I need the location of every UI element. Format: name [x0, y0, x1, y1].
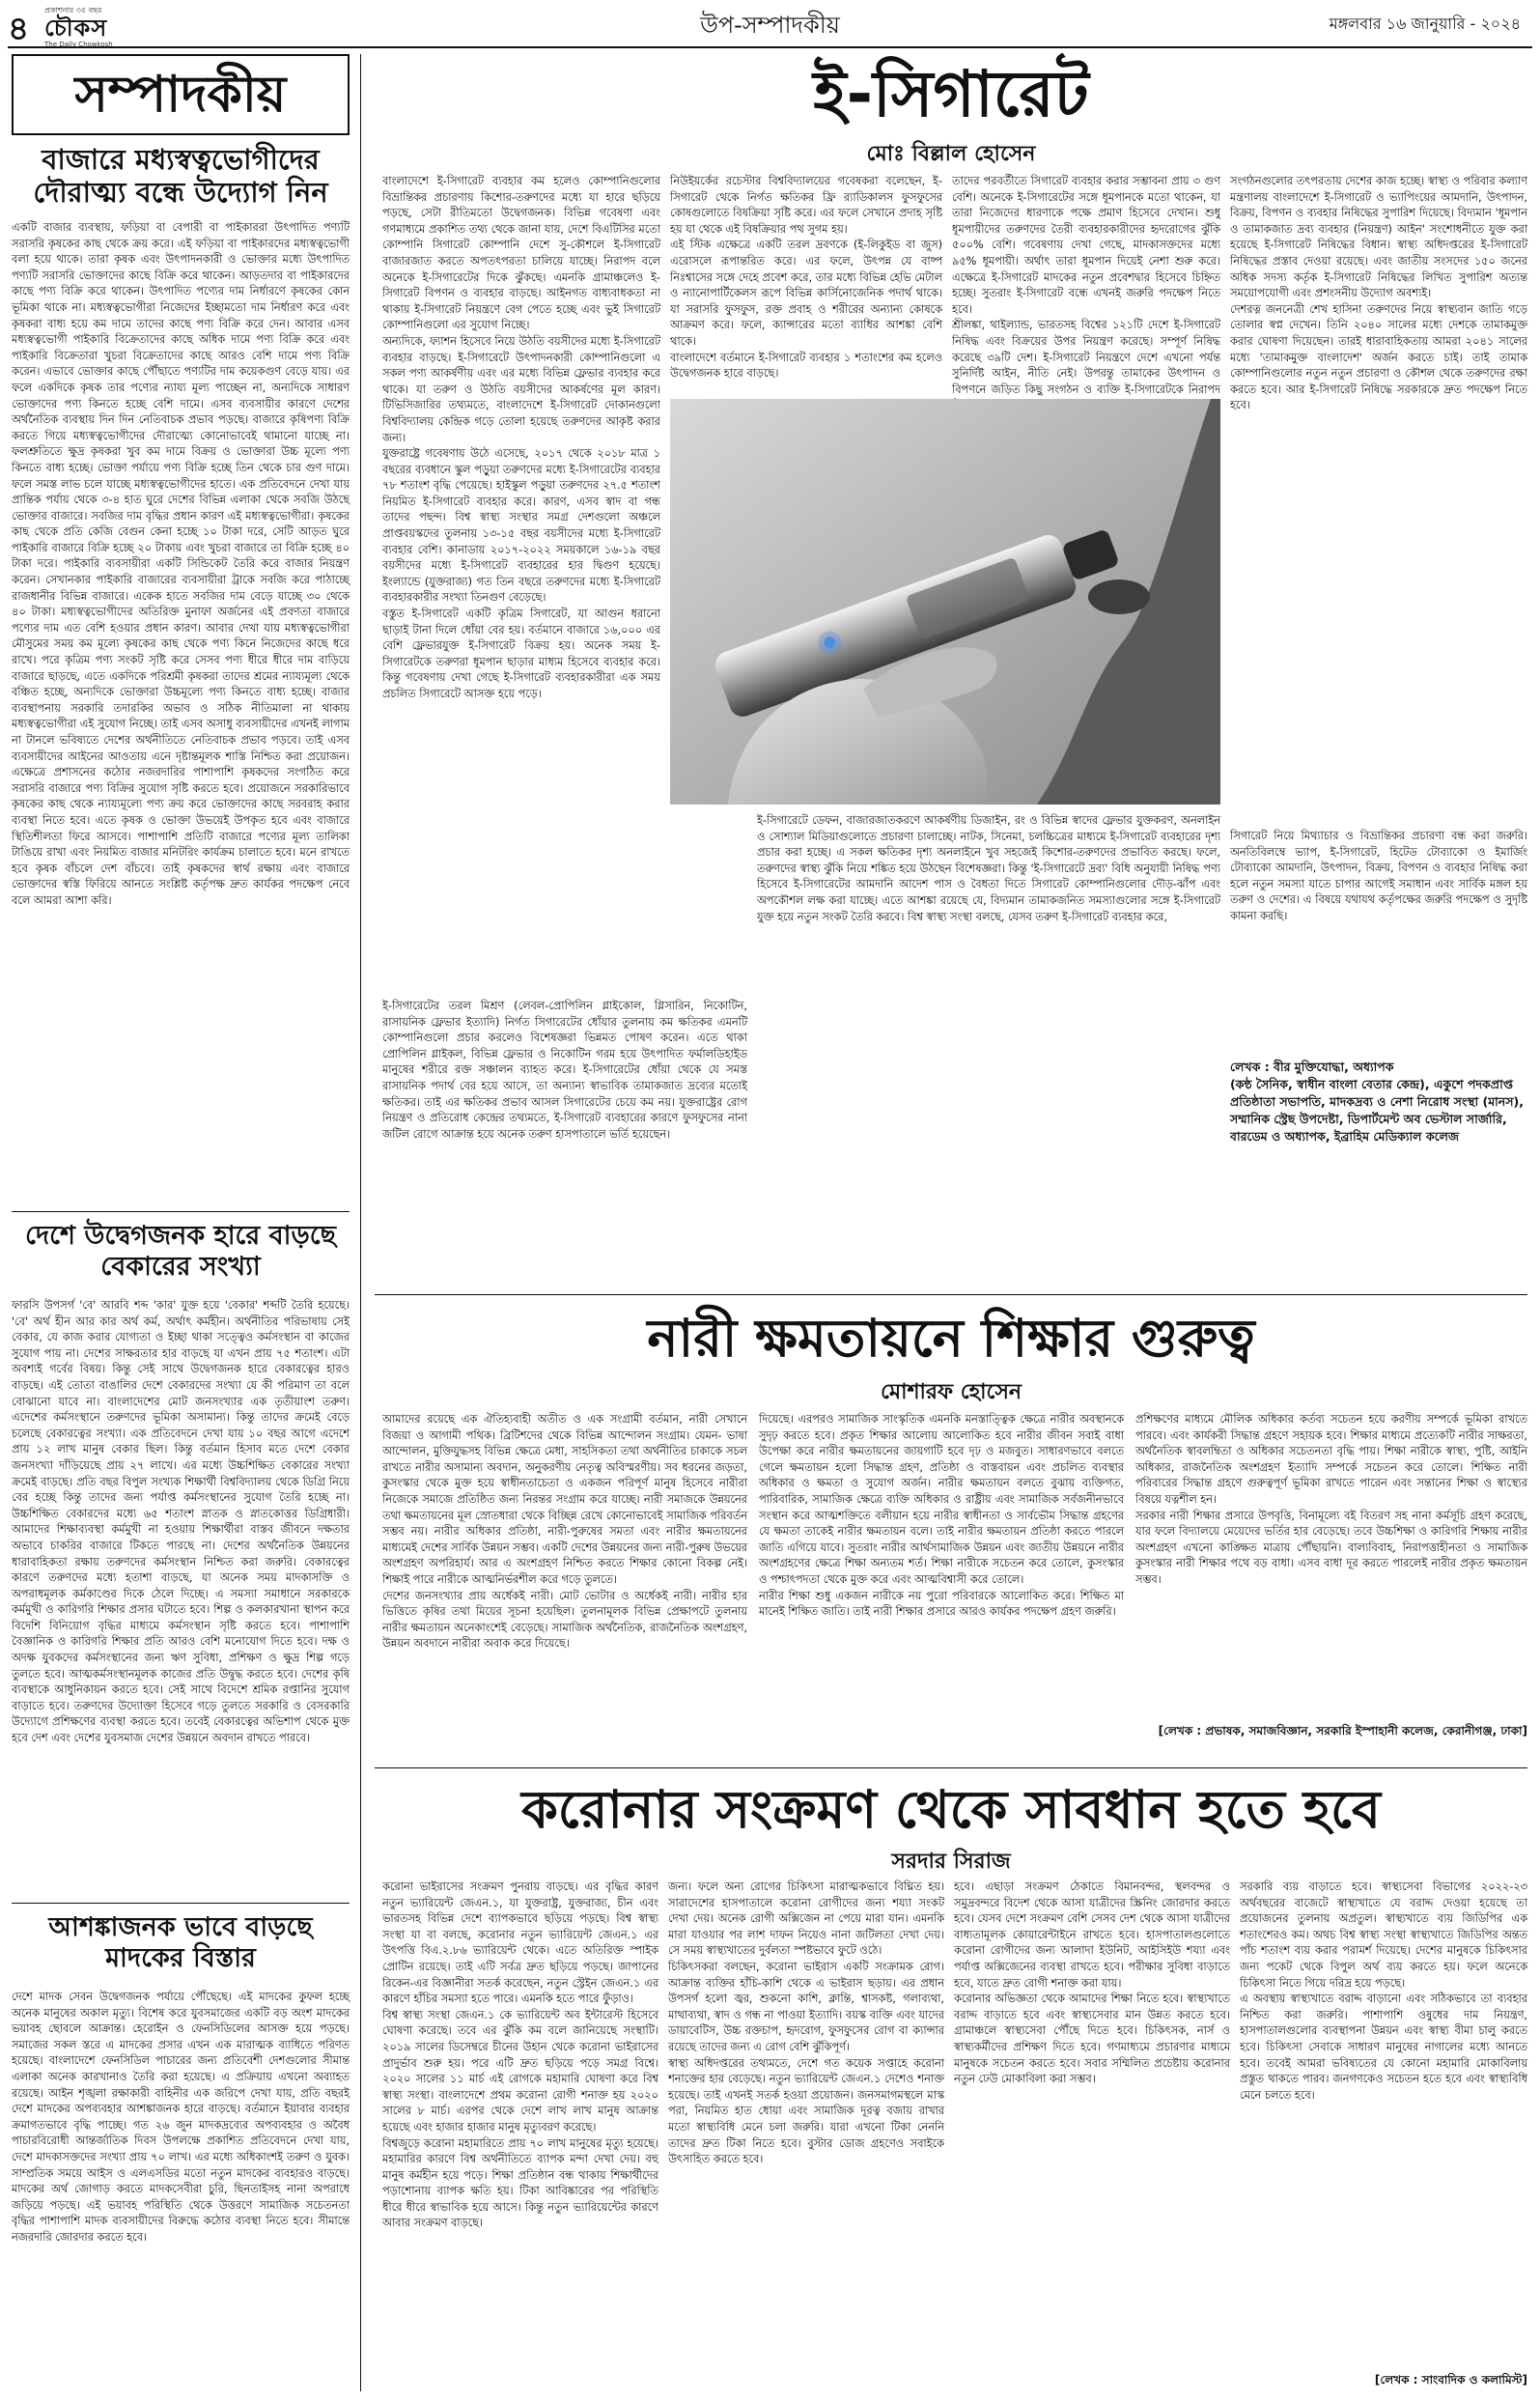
- page-number: ৪: [8, 10, 30, 48]
- article-women-credit: [লেখক : প্রভাষক, সমাজবিজ্ঞান, সরকারি ইস্পাহানী কলেজ, কেরানীগঞ্জ, ঢাকা]: [1158, 1724, 1527, 1738]
- divider: [12, 1903, 350, 1904]
- article-women-col-2: দিয়েছে। এরপরও সামাজিক সাংস্কৃতিক এমনকি মনস্তাত্ত্বিক ক্ষেত্রে নারীর অবস্থানকে সুদৃঢ় করতে হবে। প্রকৃত শিক্ষার আলোয় আলোকিত হবে নারীর জীবন সবাই বাধা উপেক্ষা করে নারীর ক্ষমতায়নের জায়গাটি হবে দৃঢ় ও মজবুত। সাধারণভাবে বলতে গেলে ক্ষমতায়ন হলো সিদ্ধান্ত গ্রহণ, প্রতিষ্ঠা ও বাস্তবায়ন এবং প্রচলিত ব্যবস্থার অধিকার ও ক্ষমতা ও সুযোগ অর্জন। নারীর ক্ষমতায়ন বলতে বুঝায় ব্যক্তিগত, পারিবারিক, সামাজিক ক্ষেত্রে ব্যক্তি অধিকার ও রাষ্ট্রীয় এবং সামাজিক সর্বজনীনভাবে সংস্থান করে আত্মশক্তিতে বলীয়ান হয়ে নারীর স্বাধীনতা ও সার্বভৌম সিদ্ধান্ত গ্রহণের যে ক্ষমতা তাকেই নারীর ক্ষমতায়ন বলে। তাই নারীর ক্ষমতায়ন প্রতিষ্ঠা করতে পারলে জাতি এগিয়ে যাবে। সুতরাং নারীর আর্থসামাজিক উন্নয়ন এবং জাতীয় উন্নয়নে নারীর অংশগ্রহণের ক্ষেত্রে শিক্ষা অন্যতম শর্ত। শিক্ষা নারীকে সচেতন করে তোলে, কুসংস্কার ও পশ্চাৎপদতা থেকে মুক্ত করে এবং আত্মবিশ্বাসী করে তোলে। নারীর শিক্ষা শুধু একজন নারীকে নয় পুরো পরিবারকে আলোকিত করে। শিক্ষিত মা মানেই শিক্ষিত জাতি। তাই নারী শিক্ষার প্রসারে আরও কার্যকর পদক্ষেপ গ্রহণ জরুরি।: [759, 1413, 1124, 1619]
- article-ecig-bottom-3: সিগারেট নিয়ে মিথ্যাচার ও বিভ্রান্তিকর প্রচারণা বন্ধ করা জরুরি। অনতিবিলম্বে ভ্যাপ, ই-সিগারেট, হিটেড টোব্যাকো ও ইমার্জিং টোব্যাকো আমদানি, উৎপাদন, বিক্রয়, বিপণন ও ব্যবহার নিষিদ্ধ করা হলে নতুন সমস্যা যাতে চাপার আগেই সমাধান এবং সার্বিক মঙ্গল হয় তরুণ ও দেশের। এ বিষয়ে যথাযথ কর্তৃপক্ষের জরুরি পদক্ষেপ ও সুদৃষ্টি কামনা করছি।: [1230, 830, 1527, 922]
- editorial-3-headline: আশঙ্কাজনক ভাবে বাড়ছে মাদকের বিস্তার: [48, 1912, 313, 1973]
- article-corona-col-4: সরকারি ব্যয় বাড়াতে হবে। স্বাস্থ্যসেবা বিভাগের ২০২২-২৩ অর্থবছরের বাজেটে স্বাস্থ্যখাতে যে বরাদ্দ দেওয়া হয়েছে তা প্রয়োজনের তুলনায় অপ্রতুল। স্বাস্থ্যখাতে ব্যয় জিডিপির এক শতাংশেরও কম। অথচ বিশ্ব স্বাস্থ্য সংস্থা স্বাস্থ্যখাতে জিডিপির অন্তত পাঁচ শতাংশ ব্যয় করার পরামর্শ দিয়েছে। দেশের মানুষকে চিকিৎসার জন্য পকেট থেকে বিপুল অর্থ ব্যয় করতে হয়। ফলে অনেকে চিকিৎসা নিতে গিয়ে দরিদ্র হয়ে পড়ছে। এ অবস্থায় স্বাস্থ্যখাতে বরাদ্দ বাড়ানো এবং সঠিকভাবে তা ব্যবহার নিশ্চিত করা জরুরি। পাশাপাশি ওষুধের দাম নিয়ন্ত্রণ, হাসপাতালগুলোর ব্যবস্থাপনা উন্নয়ন এবং স্বাস্থ্য বীমা চালু করতে হবে। চিকিৎসা সেবাকে সাধারণ মানুষের নাগালের মধ্যে আনতে হবে। তবেই আমরা ভবিষ্যতের যে কোনো মহামারি মোকাবিলায় প্রস্তুত থাকতে পারব। জনগণকেও সচেতন হতে হবে এবং স্বাস্থ্যবিধি মেনে চলতে হবে।: [1240, 1880, 1527, 2102]
- editorial-2-body: ফারসি উপসর্গ 'বে' আরবি শব্দ 'কার' যুক্ত হয়ে 'বেকার' শব্দটি তৈরি হয়েছে। 'বে' অর্থ হীন আর কার অর্থ কর্ম, অর্থাৎ কর্মহীন। অর্থনীতির পরিভাষায় সেই বেকার, যে কাজ করার যোগ্যতা ও ইচ্ছা থাকা সত্ত্বেও কর্মসংস্থান বা কাজের সুযোগ পায় না। দেশের সাক্ষরতার হার বাড়ছে যা এখন প্রায় ৭৫ শতাংশ। এটা অবশ্যই গর্বের বিষয়। কিন্তু সেই সাথে উদ্বেগজনক হারে বেকারত্বের হারও বাড়ছে। এই তোতা বাঙালির দেশে বেকারদের সংখ্যা যে কী পরিমাণ তা বলে বোঝানো যাবে না। বাংলাদেশের মোট জনসংখ্যার এক তৃতীয়াংশ তরুণ। এদেশের কর্মসংস্থানে তরুণদের ভূমিকা অসামান্য। কিন্তু তাদের ক্রমেই বেড়ে চলেছে বেকারত্বের সংখ্যা। এক প্রতিবেদনে দেখা যায় ১০ বছর আগে এদেশে প্রায় ১২ লাখ মানুষ বেকার ছিল। কিন্তু বর্তমান হিসাব মতে দেশে বেকার জনসংখ্যা দাঁড়িয়েছে প্রায় ২৭ লাখে। এর মধ্যে উচ্চশিক্ষিত বেকারের সংখ্যা ক্রমেই বাড়ছে। প্রতি বছর বিপুল সংখ্যক শিক্ষার্থী বিশ্ববিদ্যালয় থেকে ডিগ্রি নিয়ে বের হচ্ছে কিন্তু তাদের জন্য পর্যাপ্ত কর্মসংস্থানের সুযোগ তৈরি হচ্ছে না। উচ্চশিক্ষিত বেকারদের মধ্যে ৬৫ শতাংশ স্নাতক ও স্নাতকোত্তর ডিগ্রিধারী। আমাদের শিক্ষাব্যবস্থা কর্মমুখী না হওয়ায় শিক্ষার্থীরা বাস্তব জীবনে দক্ষতার অভাবে চাকরির বাজারে টিকতে পারছে না। দেশের অর্থনৈতিক উন্নয়নের ধারাবাহিকতা রক্ষায় তরুণদের কর্মসংস্থান নিশ্চিত করা জরুরি। বেকারত্বের কারণে তরুণদের মধ্যে হতাশা বাড়ছে, যা অনেক সময় মাদকাসক্তি ও অপরাধমূলক কর্মকাণ্ডের দিকে ঠেলে দিচ্ছে। এ সমস্যা সমাধানে সরকারকে কর্মমুখী ও কারিগরি শিক্ষার প্রসার ঘটাতে হবে। শিল্প ও কলকারখানা স্থাপন করে বিদেশি বিনিয়োগ বৃদ্ধির মাধ্যমে কর্মসংস্থান সৃষ্টি করতে হবে। পাশাপাশি বৈজ্ঞানিক ও কারিগরি শিক্ষার প্রতি আরও বেশি মনোযোগ দিতে হবে। দক্ষ ও অদক্ষ যুবকদের কর্মসংস্থানের জন্য ঋণ সুবিধা, প্রশিক্ষণ ও ক্ষুদ্র শিল্প গড়ে তুলতে হবে। আত্মকর্মসংস্থানমূলক কাজের প্রতি উদ্বুদ্ধ করতে হবে। দেশের কৃষি ব্যবস্থাকে আধুনিকায়ন করতে হবে। সেই সাথে বিদেশে শ্রমিক রপ্তানির সুযোগ বাড়াতে হবে। তরুণদের উদ্যোক্তা হিসেবে গড়ে তুলতে সরকারি ও বেসরকারি উদ্যোগে প্রশিক্ষণের ব্যবস্থা করতে হবে। তবেই বেকারত্বের অভিশাপ থেকে মুক্ত হবে দেশ এবং দেশের যুবসমাজ দেশের উন্নয়নে অবদান রাখতে পারবে।: [12, 1299, 350, 1745]
- editorial-1-body: একটি বাজার ব্যবস্থায়, ফড়িয়া বা বেপারী বা পাইকাররা উৎপাদিত পণ্যটি সরাসরি কৃষকের কাছ থেকে ক্রয় করে। এই ফড়িয়া বা পাইকারদের মধ্যস্বত্বভোগী বলা হয়ে থাকে। তারা কৃষক এবং উৎপাদনকারী ও ভোক্তার মধ্যে উৎপাদিত পণ্যটি সরাসরি ভোক্তাদের কাছে বিক্রি করে থাকেন। আড়তদার বা পাইকারদের কাছে পণ্য বিক্রি করে থাকেন। উৎপাদিত পণ্যের দাম নির্ধারণে কৃষকের কোন ভূমিকা থাকে না। মধ্যস্বত্বভোগীরা নিজেদের ইচ্ছামতো দাম নির্ধারণ করে এবং কৃষকরা বাধ্য হয়ে কম দামে তাদের কাছে পণ্য বিক্রি করে দেন। আবার এসব মধ্যস্বত্বভোগী পাইকারি বিক্রেতাদের কাছে অধিক দামে পণ্য বিক্রি করে এবং পাইকারি বিক্রেতারা খুচরা বিক্রেতাদের কাছে আরও বেশি দামে পণ্য বিক্রি করেন। এভাবে ভোক্তার কাছে পৌঁছাতে পণ্যটির দাম কয়েকগুণ বেড়ে যায়। এর ফলে একদিকে কৃষক তার পণ্যের ন্যায্য মূল্য পাচ্ছেন না, অন্যদিকে সাধারণ ভোক্তাদের পণ্য কিনতে হচ্ছে বেশি দামে। এসব ব্যবসায়ীর কারণে দেশের অর্থনৈতিক ব্যবস্থায় দিন দিন নেতিবাচক প্রভাব পড়ছে। বাজারে কৃষিপণ্য বিক্রি করতে গিয়ে মধ্যস্বত্বভোগীদের দৌরাত্ম্যে কোনোভাবেই থামানো যাচ্ছে না। ফলশ্রুতিতে ক্ষুদ্র কৃষকরা খুব কম দামে বিক্রয় ও ভোক্তারা উচ্চ মূল্যে পণ্য কিনতে বাধ্য হচ্ছে। ভোক্তা পর্যায়ে পণ্য বিক্রি হচ্ছে তিন থেকে চার গুণ দামে। ফলে সমস্ত লাভ চলে যাচ্ছে মধ্যস্বত্বভোগীদের হাতে। এক প্রতিবেদনে দেখা যায় প্রান্তিক পর্যায় থেকে ৩-৪ হাত ঘুরে দেশের বিভিন্ন এলাকা থেকে সবজি উঠছে ভোক্তার বাজারে। সবজির দাম বৃদ্ধির প্রধান কারণ এই মধ্যস্বত্বভোগীরা। কৃষকের কাছ থেকে প্রতি কেজি বেগুন কেনা হচ্ছে ১০ টাকা দরে, সেটি আড়ত ঘুরে পাইকারি বাজারে বিক্রি হচ্ছে ২০ টাকায় এবং খুচরা বাজারে তা বিক্রি হচ্ছে ৪০ টাকা দরে। পাইকারি ব্যবসায়ীরা একটি সিন্ডিকেট তৈরি করে বাজার নিয়ন্ত্রণ করেন। সেখানকার পাইকারি বাজারের ব্যবসায়ীরা ট্রাকে সবজি করে পাঠাচ্ছে রাজধানীর বিভিন্ন বাজারে। একেক হাতে সবজির দাম বেড়ে যাচ্ছে ৩০ থেকে ৪০ টাকা। মধ্যস্বত্বভোগীদের অতিরিক্ত মুনাফা অর্জনের এই প্রবণতা বাজারে পণ্যের দাম এত বেশি হওয়ার প্রধান কারণ। আবার দেখা যায় মধ্যস্বত্বভোগীরা মৌসুমের সময় কম মূল্যে কৃষকের কাছ থেকে পণ্য কিনে নিজেদের কাছে ধরে রাখে। পরে কৃত্রিম পণ্য সংকট সৃষ্টি করে সেসব পণ্য ধীরে ধীরে দাম বাড়িয়ে বাজারে ছাড়ছে, এতে একদিকে পরিশ্রমী কৃষকরা তাদের শ্রমের ন্যায্যমূল্য থেকে বঞ্চিত হচ্ছে, অন্যদিকে ভোক্তারা উচ্চমূল্যে পণ্য কিনতে বাধ্য হচ্ছে। বাজার ব্যবস্থাপনায় সরকারি তদারকির অভাব ও সঠিক নীতিমালা না থাকায় মধ্যস্বত্বভোগীরা এই সুযোগ নিচ্ছে। তাই এসব অসাধু ব্যবসায়ীদের এখনই লাগাম না টানলে ভবিষ্যতে দেশের অর্থনীতিতে নেতিবাচক প্রভাব পড়বে। তাই এসব ব্যবসায়ীদের আইনের আওতায় এনে দৃষ্টান্তমূলক শাস্তি নিশ্চিত করা প্রয়োজন। এক্ষেত্রে প্রশাসনের কঠোর নজরদারির পাশাপাশি কৃষকদের সংগঠিত করে সরাসরি বাজারে পণ্য বিক্রির সুযোগ সৃষ্টি করতে হবে। প্রয়োজনে সরকারিভাবে কৃষকের কাছ থেকে ন্যায্যমূল্যে পণ্য ক্রয় করে ভোক্তাদের কাছে সরবরাহ করার ব্যবস্থা নিতে হবে। এতে কৃষক ও ভোক্তা উভয়েই উপকৃত হবে এবং বাজারে স্থিতিশীলতা ফিরে আসবে। পাশাপাশি প্রতিটি বাজারে পণ্যের মূল্য তালিকা টাঙিয়ে রাখা এবং নিয়মিত বাজার মনিটরিং কার্যক্রম চালাতে হবে। মনে রাখতে হবে কৃষক বাঁচলে দেশ বাঁচবে। তাই কৃষকদের স্বার্থ রক্ষায় এবং বাজারে ভোক্তাদের স্বস্তি ফিরিয়ে আনতে সংশ্লিষ্ট কর্তৃপক্ষ দ্রুত কার্যকর পদক্ষেপ নেবে বলে আমরা আশা করি।: [12, 221, 350, 907]
- page-header: [0, 0, 1540, 48]
- column-divider: [360, 54, 361, 2391]
- editorial-masthead: [12, 54, 350, 135]
- ecig-photo: [670, 399, 1220, 805]
- article-ecig-col-1: বাংলাদেশে ই-সিগারেট ব্যবহার কম হলেও কোম্পানিগুলোর বিভ্রান্তিকর প্রচারণায় কিশোর-তরুণদের মধ্যে যা হারে ছড়িয়ে পড়ছে, সেটা রীতিমতো উদ্বেগজনক। বিভিন্ন গবেষণা এবং গণমাধ্যমে প্রকাশিত তথ্য থেকে জানা যায়, দেশে বিএটিসির মতো কোম্পানি সিগারেট কোম্পানি দেশে সু-কৌশলে ই-সিগারেট বাজারজাত করতে অপতৎপরতা চালিয়ে যাচ্ছে। নিরাপদ বলে অনেকে ই-সিগারেটের দিকে ঝুঁকছে। এমনকি গ্রামাঞ্চলেও ই-সিগারেট বিপণন ও ব্যবহার বাড়ছে। আইনগত বাধ্যবাধকতা না থাকায় ই-সিগারেট নিয়ন্ত্রণে বেগ পেতে হচ্ছে এবং ভুই সিগারেট কোম্পানিগুলো এর সুযোগ নিচ্ছে। অন্যদিকে, ফ্যাশন হিসেবে নিয়ে উঠতি বয়সীদের মধ্যে ই-সিগারেট ব্যবহার বাড়ছে। ই-সিগারেটে উৎপাদনকারী কোম্পানিগুলো এ সকল পণ্য আকর্ষণীয় এবং এর মধ্যে বিভিন্ন ফ্লেভার ব্যবহার করে থাকে। যা তরুণ ও উঠতি বয়সীদের আকর্ষণের মূল কারণ। টিভিসিজারির তথ্যমতে, বাংলাদেশে ই-সিগারেট দোকানগুলো বিশ্ববিদ্যালয় কেন্দ্রিক গড়ে তোলা হয়েছে তরুণদের আকৃষ্ট করার জন্য। যুক্তরাষ্ট্রে গবেষণায় উঠে এসেছে, ২০১৭ থেকে ২০১৮ মাত্র ১ বছরের ব্যবধানে স্কুল পড়ুয়া তরুণদের মধ্যে ই-সিগারেটের ব্যবহার ৭৮ শতাংশ বৃদ্ধি পেয়েছে। হাইস্কুল পড়ুয়া তরুণদের ২৭.৫ শতাংশ নিয়মিত ই-সিগারেট ব্যবহার করে। কারণ, এসব স্বাদ বা গন্ধ তাদের পছন্দ। বিশ্ব স্বাস্থ্য সংস্থার সমগ্র দেশগুলো অঞ্চলে প্রাপ্তবয়স্কদের তুলনায় ১৩-১৫ বছর বয়সীদের মধ্যে ই-সিগারেট ব্যবহার বেশি। কানাডায় ২০১৭-২০২২ সময়কালে ১৬-১৯ বছর বয়সীদের মধ্যে ই-সিগারেট ব্যবহারের হার দ্বিগুণ হয়েছে। ইংল্যান্ডে (যুক্তরাজ্য) গত তিন বছরে তরুণদের মধ্যে ই-সিগারেট ব্যবহারকারীর সংখ্যা তিনগুণ বেড়েছে। বস্তুত ই-সিগারেট একটি কৃত্রিম সিগারেট, যা আগুন ধরানো ছাড়াই টানা দিলে ধোঁয়া বের হয়। বর্তমানে বাজারে ১৬,০০০ এর বেশি ফ্লেভারযুক্ত ই-সিগারেট বিক্রয় হয়। অনেক সময় ই-সিগারেটকে তরুণরা ধূমপান ছাড়ার মাধ্যম হিসেবে ব্যবহার করে। কিন্তু গবেষণায় দেখা গেছে ই-সিগারেট ব্যবহারকারীরা এক সময় প্রচলিত সিগারেটে আসক্ত হয়ে পড়ে।: [382, 175, 660, 700]
- article-corona-col-3: হবে। এছাড়া সংক্রমণ ঠেকাতে বিমানবন্দর, স্থলবন্দর ও সমুদ্রবন্দরে বিদেশ থেকে আসা যাত্রীদের স্ক্রিনিং জোরদার করতে হবে। যেসব দেশে সংক্রমণ বেশি সেসব দেশ থেকে আসা যাত্রীদের বাধ্যতামূলক কোয়ারেন্টাইনে রাখতে হবে। হাসপাতালগুলোতে করোনা রোগীদের জন্য আলাদা ইউনিট, আইসিইউ শয্যা এবং পর্যাপ্ত অক্সিজেনের ব্যবস্থা রাখতে হবে। পরীক্ষার সুবিধা বাড়াতে হবে, যাতে দ্রুত রোগী শনাক্ত করা যায়। করোনার অভিজ্ঞতা থেকে আমাদের শিক্ষা নিতে হবে। স্বাস্থ্যখাতে বরাদ্দ বাড়াতে হবে এবং স্বাস্থ্যসেবার মান উন্নত করতে হবে। গ্রামাঞ্চলে স্বাস্থ্যসেবা পৌঁছে দিতে হবে। চিকিৎসক, নার্স ও স্বাস্থ্যকর্মীদের প্রশিক্ষণ দিতে হবে। গণমাধ্যমে প্রচারণার মাধ্যমে মানুষকে সচেতন করতে হবে। সবার সম্মিলিত প্রচেষ্টায় করোনার নতুন ঢেউ মোকাবিলা করা সম্ভব।: [954, 1880, 1230, 2086]
- editorial-1-headline: বাজারে মধ্যস্বত্বভোগীদের দৌরাত্ম্য বন্ধে উদ্যোগ নিন: [33, 143, 328, 210]
- article-ecig-author: মোঃ বিল্লাল হোসেন: [866, 142, 1036, 166]
- section-title: উপ-সম্পাদকীয়: [700, 12, 840, 39]
- divider: [12, 1211, 350, 1212]
- logo-subtitle: The Daily Chowkosh: [44, 41, 113, 48]
- editorial-masthead-text: সম্পাদকীয়: [74, 65, 287, 124]
- article-ecig-col-2: নিউইয়র্কের রচেস্টার বিশ্ববিদ্যালয়ের গবেষকরা বলেছেন, ই-সিগারেট থেকে নির্গত ক্ষতিকর ফ্রি র‍্যাডিকালস ফুসফুসের কোষগুলোতে বিষক্রিয়া সৃষ্টি করে। এর ফলে সেখানে প্রদাহ সৃষ্টি হয় যা থেকে এই বিষক্রিয়ার পথ সুগম হয়। এই স্টিক এক্ষেত্রে একটি তরল দ্রবণকে (ই-লিকুইড বা জুস) এরোসলে রূপান্তরিত করে। এর ফলে, উৎপন্ন যে বাষ্প নিঃশ্বাসের সঙ্গে দেহে প্রবেশ করে, তার মধ্যে বিভিন্ন হেভি মেটাল ও ন্যানোপার্টিকেলস রূপে বিভিন্ন কার্সিনোজেনিক পদার্থ থাকে। যা সরাসরি ফুসফুস, রক্ত প্রবাহ ও শরীরের অন্যান্য কোষকে আক্রমণ করে। ফলে, ক্যান্সারের মতো ব্যাধির আশঙ্কা বেশি থাকে। বাংলাদেশে বর্তমানে ই-সিগারেট ব্যবহার ১ শতাংশের কম হলেও উদ্বেগজনক হারে বাড়ছে।: [670, 175, 942, 381]
- article-ecig-title: ই-সিগারেট: [813, 57, 1089, 131]
- article-women-author: মোশারফ হোসেন: [880, 1380, 1022, 1404]
- article-women-title: নারী ক্ষমতায়নে শিক্ষার গুরুত্ব: [647, 1307, 1255, 1369]
- article-corona-author: সরদার সিরাজ: [891, 1850, 1011, 1874]
- editorial-column: [12, 54, 350, 2391]
- article-corona-credit: [লেখক : সাংবাদিক ও কলামিস্ট]: [1374, 2373, 1527, 2387]
- article-women-col-3: প্রশিক্ষণের মাধ্যমে মৌলিক অধিকার কর্তব্য সচেতন হয়ে করণীয় সম্পর্কে ভূমিকা রাখতে পারবে। এবং কার্যকরী সিদ্ধান্ত গ্রহণে সহায়ক হবে। শিক্ষার মাধ্যমে প্রত্যেকটি নারীর সাক্ষরতা, অর্থনৈতিক স্বাবলম্বিতা ও অধিকার সচেতনতা বৃদ্ধি পায়। শিক্ষা নারীকে স্বাস্থ্য, পুষ্টি, আইনি অধিকার, রাজনৈতিক অংশগ্রহণ ইত্যাদি সম্পর্কে সচেতন করে তোলে। শিক্ষিত নারী পরিবারের সিদ্ধান্ত গ্রহণে গুরুত্বপূর্ণ ভূমিকা রাখতে পারেন এবং সন্তানের শিক্ষা ও স্বাস্থ্যের বিষয়ে যত্নশীল হন। সরকার নারী শিক্ষার প্রসারে উপবৃত্তি, বিনামূল্যে বই বিতরণ সহ নানা কর্মসূচি গ্রহণ করেছে, যার ফলে বিদ্যালয়ে মেয়েদের ভর্তির হার বেড়েছে। তবে উচ্চশিক্ষা ও কারিগরি শিক্ষায় নারীর অংশগ্রহণ এখনো কাঙ্ক্ষিত মাত্রায় পৌঁছায়নি। বাল্যবিবাহ, নিরাপত্তাহীনতা ও সামাজিক কুসংস্কার নারী শিক্ষার পথে বড় বাধা। এসব বাধা দূর করতে পারলেই নারীর প্রকৃত ক্ষমতায়ন সম্ভব।: [1135, 1413, 1527, 1586]
- article-corona-title: করোনার সংক্রমণ থেকে সাবধান হতে হবে: [521, 1778, 1381, 1840]
- divider: [375, 1767, 1527, 1768]
- logo-name: চৌকস: [44, 14, 108, 42]
- article-corona-col-1: করোনা ভাইরাসের সংক্রমণ পুনরায় বাড়ছে। এর বৃদ্ধির কারণ নতুন ভ্যারিয়েন্ট জেএন.১, যা যুক্তরাষ্ট্র, যুক্তরাজ্য, চীন এবং ভারতসহ বিভিন্ন দেশে ব্যাপকভাবে ছড়িয়ে পড়ছে। বিশ্ব স্বাস্থ্য সংস্থা যা বা বলছে, করোনার নতুন ভ্যারিয়েন্ট জেএন.১ এর উৎপত্তি বিএ.২.৮৬ ভ্যারিয়েন্ট থেকে। এতে অতিরিক্ত স্পাইক প্রোটিন রয়েছে। তাই এটি সর্বত্র দ্রুত ছড়িয়ে পড়ছে। জাপানের রিকেন-এর বিজ্ঞানীরা সতর্ক করেছেন, নতুন স্ট্রেইন জেএন.১ এর কারণে হাঁচির সমস্যা হতে পারে। এমনকি হতে পারে ফুঁড়াও। বিশ্ব স্বাস্থ্য সংস্থা জেএন.১ কে ভ্যারিয়েন্ট অব ইন্টারেস্ট হিসেবে ঘোষণা করেছে। তবে এর ঝুঁকি কম বলে জানিয়েছে সংস্থাটি। ২০১৯ সালের ডিসেম্বরে চীনের উহান থেকে করোনা ভাইরাসের প্রাদুর্ভাব শুরু হয়। পরে এটি দ্রুত ছড়িয়ে পড়ে সমগ্র বিশ্বে। ২০২০ সালের ১১ মার্চ এই রোগকে মহামারি ঘোষণা করে বিশ্ব স্বাস্থ্য সংস্থা। বাংলাদেশে প্রথম করোনা রোগী শনাক্ত হয় ২০২০ সালের ৮ মার্চ। এরপর থেকে দেশে লাখ লাখ মানুষ আক্রান্ত হয়েছে এবং হাজার হাজার মানুষ মৃত্যুবরণ করেছে। বিশ্বজুড়ে করোনা মহামারিতে প্রায় ৭০ লাখ মানুষের মৃত্যু হয়েছে। মহামারির কারণে বিশ্ব অর্থনীতিতে ব্যাপক মন্দা দেখা দেয়। বহু মানুষ কর্মহীন হয়ে পড়ে। শিক্ষা প্রতিষ্ঠান বন্ধ থাকায় শিক্ষার্থীদের পড়াশোনায় ব্যাপক ক্ষতি হয়। টিকা আবিষ্কারের পর পরিস্থিতি ধীরে ধীরে স্বাভাবিক হয়ে আসে। কিন্তু নতুন ভ্যারিয়েন্টের কারণে আবার সংক্রমণ বাড়ছে।: [382, 1880, 658, 2230]
- article-ecig-bottom-2: ই-সিগারেটে ডেফন, বাজারজাতকরণে আকর্ষণীয় ডিজাইন, রং ও বিভিন্ন স্বাদের ফ্লেভার যুক্তকরণ, অনলাইন ও সোশ্যাল মিডিয়াগুলোতে প্রচারণা চালাচ্ছে। নাটক, সিনেমা, চলচ্চিত্রের মাধ্যমে ই-সিগারেট ব্যবহারের দৃশ্য প্রচার করা হচ্ছে। এ সকল ক্ষতিকর দৃশ্য অনলাইনে খুব সহজেই কিশোর-তরুণদের প্রভাবিত করছে। ফলে, তরুণদের স্বাস্থ্য ঝুঁকি নিয়ে শঙ্কিত হয়ে উঠছেন বিশেষজ্ঞরা। কিন্তু 'ই-সিগারেটে দ্রব্য' বিধি অনুযায়ী নিষিদ্ধ পণ্য হিসেবে ই-সিগারেটের আমদানি আদেশ পাস ও বৈধতা দিতে সিগারেট কোম্পানিগুলোর দৌড়-ঝাঁপ এবং অপকৌশল লক্ষ করা যাচ্ছে। এতে আশঙ্কা রয়েছে যে, বিদ্যমান তামাকজনিত সমস্যাগুলোর সঙ্গে ই-সিগারেট যুক্ত হয়ে নতুন সংকট তৈরি করবে। বিশ্ব স্বাস্থ্য সংস্থা বলছে, যেসব তরুণ ই-সিগারেট ব্যবহার করে,: [757, 814, 1220, 923]
- article-ecig-credit: লেখক : বীর মুক্তিযোদ্ধা, অধ্যাপক (কন্ঠ সৈনিক, স্বাধীন বাংলা বেতার কেন্দ্র), একুশে পদকপ্রাপ্ত প্রতিষ্ঠাতা সভাপতি, মাদকদ্রব্য ও নেশা নিরোধ সংস্থা (মানস), সম্মানিক স্ট্রেছ উপদেষ্টা, ডিপার্টমেন্ট অব ভেস্টাল সার্জারি, বারডেম ও অধ্যাপক, ইব্রাহিম মেডিক্যাল কলেজ: [1230, 1060, 1524, 1144]
- divider: [375, 1294, 1527, 1295]
- article-corona-col-2: জন্য। ফলে অন্য রোগের চিকিৎসা মারাত্মকভাবে বিঘ্নিত হয়। সারাদেশের হাসপাতালে করোনা রোগীদের জন্য শয্যা সংকট দেখা দেয়। অনেক রোগী অক্সিজেন না পেয়ে মারা যান। এমনকি মারা যাওয়ার পর লাশ দাফন নিয়েও নানা জটিলতা দেখা দেয়। সে সময় স্বাস্থ্যখাতের দুর্বলতা স্পষ্টভাবে ফুটে ওঠে। চিকিৎসকরা বলছেন, করোনা ভাইরাস একটি সংক্রামক রোগ। আক্রান্ত ব্যক্তির হাঁচি-কাশি থেকে এ ভাইরাস ছড়ায়। এর প্রধান উপসর্গ হলো জ্বর, শুকনো কাশি, ক্লান্তি, শ্বাসকষ্ট, গলাব্যথা, মাথাব্যথা, স্বাদ ও গন্ধ না পাওয়া ইত্যাদি। বয়স্ক ব্যক্তি এবং যাদের ডায়াবেটিস, উচ্চ রক্তচাপ, হৃদরোগ, ফুসফুসের রোগ বা ক্যান্সার রয়েছে তাদের জন্য এ রোগ বেশি ঝুঁকিপূর্ণ। স্বাস্থ্য অধিদপ্তরের তথ্যমতে, দেশে গত কয়েক সপ্তাহে করোনা শনাক্তের হার বেড়েছে। নতুন ভ্যারিয়েন্ট জেএন.১ দেশেও শনাক্ত হয়েছে। তাই এখনই সতর্ক হওয়া প্রয়োজন। জনসমাগমস্থলে মাস্ক পরা, নিয়মিত হাত ধোয়া এবং সামাজিক দূরত্ব বজায় রাখার মতো স্বাস্থ্যবিধি মেনে চলা জরুরি। যারা এখনো টিকা নেননি তাদের দ্রুত টিকা নিতে হবে। বুস্টার ডোজ গ্রহণেও সবাইকে উৎসাহিত করতে হবে।: [668, 1880, 944, 2166]
- header-rule: [8, 46, 1532, 48]
- article-ecig-bottom-1: ই-সিগারেটের তরল মিশ্রণ (লেবল-প্রোপিলিন গ্লাইকোল, গ্লিসারিন, নিকোটিন, রাসায়নিক ফ্লেভার ইত্যাদি) নির্গত সিগারেটের ধোঁয়ার তুলনায় কম ক্ষতিকর এমনটি কোম্পানিগুলো প্রচার করলেও বিশেষজ্ঞরা ভিন্নমত পোষণ করেন। এতে থাকা প্রোপিলিন গ্লাইকল, বিভিন্ন ফ্লেভার ও নিকোটিন গরম হয়ে উৎপাদিত ফর্মালডিহাইড মানুষের শরীরে রক্ত সঞ্চালন ব্যাহত করে। ই-সিগারেটের ধোঁয়া থেকে যে সমস্ত রাসায়নিক পদার্থ বের হয়ে আসে, তা অন্যান্য স্বাভাবিক তামাকজাত দ্রব্যের মতোই ক্ষতিকর। তাই এর ক্ষতিকর প্রভাব আসল সিগারেটের চেয়ে কম নয়। যুক্তরাষ্ট্রের রোগ নিয়ন্ত্রণ ও প্রতিরোধ কেন্দ্রের তথ্যমতে, ই-সিগারেট ব্যবহারের কারণে ফুসফুসের নানা জটিল রোগে আক্রান্ত হয়ে অনেক তরুণ হাসপাতালে ভর্তি হয়েছেন।: [382, 1000, 747, 1141]
- article-women-col-1: আমাদের রয়েছে এক ঐতিহ্যবাহী অতীত ও এক সংগ্রামী বর্তমান, নারী সেখানে বিজয়া ও আগামী পথিক। ব্রিটিশদের থেকে বিভিন্ন আন্দোলন সংগ্রাম। যেমন- ভাষা আন্দোলন, মুক্তিযুদ্ধসহ বিভিন্ন ক্ষেত্রে মেধা, সাহসিকতা তথা অর্থনীতির চাকাকে সচল রাখতে নারীর অসামান্য অবদান, অনুকরণীয় নেতৃত্ব অবিস্মরণীয়। সব ধরনের জড়তা, কুসংস্কার থেকে মুক্ত হয়ে স্বাধীনতাচেতা ও একজন পরিপূর্ণ মানুষ হিসেবে নারীরা নিজেকে সমাজে প্রতিষ্ঠিত জন্য নিরন্তর সংগ্রাম করে যাচ্ছে। নারী সমাজকে উন্নয়নের তথা ক্ষমতায়নের মূল স্রোতধারা থেকে বিচ্ছিন্ন রেখে কোনোভাবেই সামাজিক পরিবর্তন সম্ভব নয়। নারীর অধিকার প্রতিষ্ঠা, নারী-পুরুষের সমতা এবং নারীর ক্ষমতায়নের মাধ্যমেই দেশের সার্বিক উন্নয়ন সম্ভব। একটি দেশের উন্নয়নের জন্য নারী-পুরুষ উভয়ের অংশগ্রহণ অপরিহার্য। আর এ অংশগ্রহণ নিশ্চিত করতে শিক্ষার কোনো বিকল্প নেই। শিক্ষাই পারে নারীকে আত্মনির্ভরশীল করে গড়ে তুলতে। দেশের জনসংখ্যার প্রায় অর্ধেকই নারী। মোট ভোটার ও অর্ধেকই নারী। নারীর হার ভিত্তিতে কৃষির তথা মিয়ের সূচনা হয়েছিল। তুলনামূলক বিভিন্ন প্রেক্ষাপটে তুলনায় নারীর ক্ষমতায়ন অনেকাংশেই বেড়েছে। সামাজিক অর্থনৈতিক, রাজনৈতিক অংশগ্রহণ, উন্নয়ন অবদানে নারীরা অবাক করে দিয়েছে।: [382, 1413, 747, 1651]
- lips: [1088, 579, 1150, 614]
- article-ecig-col-4: সংগঠনগুলোর তৎপরতায় দেশের কাজ হচ্ছে। স্বাস্থ্য ও পরিবার কল্যাণ মন্ত্রণালয় বাংলাদেশে ই-সিগারেট ও ভ্যাপিংয়ের আমদানি, উৎপাদন, বিক্রয়, বিপণন ও ব্যবহার নিষিদ্ধের সুপারিশ দিয়েছে। বিদ্যমান 'ধূমপান ও তামাকজাত দ্রব্য ব্যবহার (নিয়ন্ত্রণ) আইন' সংশোধনীতে যুক্ত করা হয়েছে ই-সিগারেট নিষিদ্ধের বিধান। স্বাস্থ্য অধিদপ্তরের ই-সিগারেট নিষিদ্ধের প্রস্তাব দেওয়া রয়েছে। এবং জাতীয় সংসদের ১৫০ জনের অধিক সদস্য কর্তৃক ই-সিগারেট নিষিদ্ধের লিখিত সুপারিশ অত্যন্ত সময়োপযোগী এবং প্রশংসনীয় উদ্যোগ অবশ্যই। দেশরত্ন জননেত্রী শেখ হাসিনা তরুণদের নিয়ে স্বাস্থ্যবান জাতি গড়ে তোলার স্বপ্ন দেখেন। তিনি ২০৪০ সালের মধ্যে দেশকে তামাকমুক্ত করার ঘোষণা দিয়েছেন। তারই ধারাবাহিকতায় আমরা ২০৪১ সালের মধ্যে 'তামাকমুক্ত বাংলাদেশ' অর্জন করতে চাই। তাই তামাক কোম্পানিগুলোর নতুন নতুন প্রচারণা ও কৌশল থেকে তরুণদের রক্ষা করতে হবে। আর ই-সিগারেট নিষিদ্ধে সরকারকে দ্রুত পদক্ষেপ নিতে হবে।: [1230, 175, 1527, 412]
- issue-date: মঙ্গলবার ১৬ জানুয়ারি - ২০২৪: [1329, 14, 1521, 33]
- editorial-2-headline: দেশে উদ্বেগজনক হারে বাড়ছে বেকারের সংখ্যা: [24, 1221, 336, 1282]
- logo-tagline: প্রকাশনার ৩৫ বছর: [44, 6, 102, 14]
- editorial-3-body: দেশে মাদক সেবন উদ্বেগজনক পর্যায়ে পৌঁছেছে। এই মাদকের কুফল হচ্ছে অনেক মানুষের অকাল মৃত্যু। বিশেষ করে যুবসমাজের একটি বড় অংশ মাদকের ভয়াবহ ছোবলে আক্রান্ত। হেরোইন ও ফেনসিডিলের আসক্ত হয়ে পড়ছে। সমাজের সকল স্তরে এ মাদকের প্রসার এখন এক মারাত্মক ব্যাধিতে পরিণত হয়েছে। বাংলাদেশে ফেনসিডিল পাচারের জন্য প্রতিবেশী দেশগুলোর সীমান্ত এলাকা অনেক কারখানাও তৈরি করা হয়েছে। এ প্রক্রিয়ায় এখনো অব্যাহত রয়েছে। আইন শৃঙ্খলা রক্ষাকারী বাহিনীর এক জরিপে দেখা যায়, প্রতি বছরই দেশে মাদকের অপব্যবহার আশঙ্কাজনক হারে বাড়ছে। বর্তমানে ইয়াবার ব্যবহার ক্রমাগতভাবে বৃদ্ধি পাচ্ছে। গত ২৬ জুন মাদকদ্রব্যের অপব্যবহার ও অবৈধ পাচারবিরোধী আন্তর্জাতিক দিবস উপলক্ষে প্রকাশিত প্রতিবেদনে দেখা যায়, দেশে মাদকাসক্তদের সংখ্যা প্রায় ৭০ লাখ। এর মধ্যে অধিকাংশই তরুণ ও যুবক। সাম্প্রতিক সময়ে আইস ও এলএসডির মতো নতুন মাদকের ব্যবহারও বাড়ছে। মাদকের অর্থ জোগাড় করতে মাদকসেবীরা চুরি, ছিনতাইসহ নানা অপরাধে জড়িয়ে পড়ছে। এই ভয়াবহ পরিস্থিতি থেকে উত্তরণে সামাজিক সচেতনতা বৃদ্ধির পাশাপাশি মাদক ব্যবসায়ীদের বিরুদ্ধে কঠোর ব্যবস্থা নিতে হবে। সীমান্তে নজরদারি জোরদার করতে হবে।: [12, 1991, 350, 2244]
- ecig-illustration: [670, 399, 1220, 805]
- article-ecig-col-3: তাদের পরবর্তীতে সিগারেট ব্যবহার করার সম্ভাবনা প্রায় ৩ গুণ বেশি। অনেকে ই-সিগারেটের সঙ্গে ধূমপানকে মতো থাকেন, যা তারা নিজেদের ধারণাকে পক্ষে প্রমাণ হিসেবে দেখান। শুধু ধূমপায়ীদের তরুণদের তৈরী ব্যবহারকারীদের হৃদরোগের ঝুঁকি ৫০০% বেশি। গবেষণায় দেখা গেছে, মাদকাসক্তদের মধ্যে ৯৫% ধূমপায়ী। অর্থাৎ তারা ধূমপান দিয়েই নেশা শুরু করে। এক্ষেত্রে ই-সিগারেট মাদকের নতুন প্রবেশদ্বার হিসেবে চিহ্নিত হচ্ছে। সুতরাং ই-সিগারেট বন্ধে এখনই জরুরি পদক্ষেপ নিতে হবে। শ্রীলঙ্কা, থাইল্যান্ড, ভারতসহ বিশ্বের ১২১টি দেশে ই-সিগারেট নিষিদ্ধ এবং বিক্রয়ের উপর নিয়ন্ত্রণ করেছে। সম্পূর্ণ নিষিদ্ধ করেছে ৩৯টি দেশ। ই-সিগারেট নিয়ন্ত্রণে দেশে এখনো পর্যন্ত সুনির্দিষ্ট আইন, নীতি নেই। উপরন্তু তামাকের উৎপাদন ও বিপণনে জড়িত কিছু সংগঠন ও ব্যক্তি ই-সিগারেটকে নিরাপদ: [952, 175, 1220, 396]
